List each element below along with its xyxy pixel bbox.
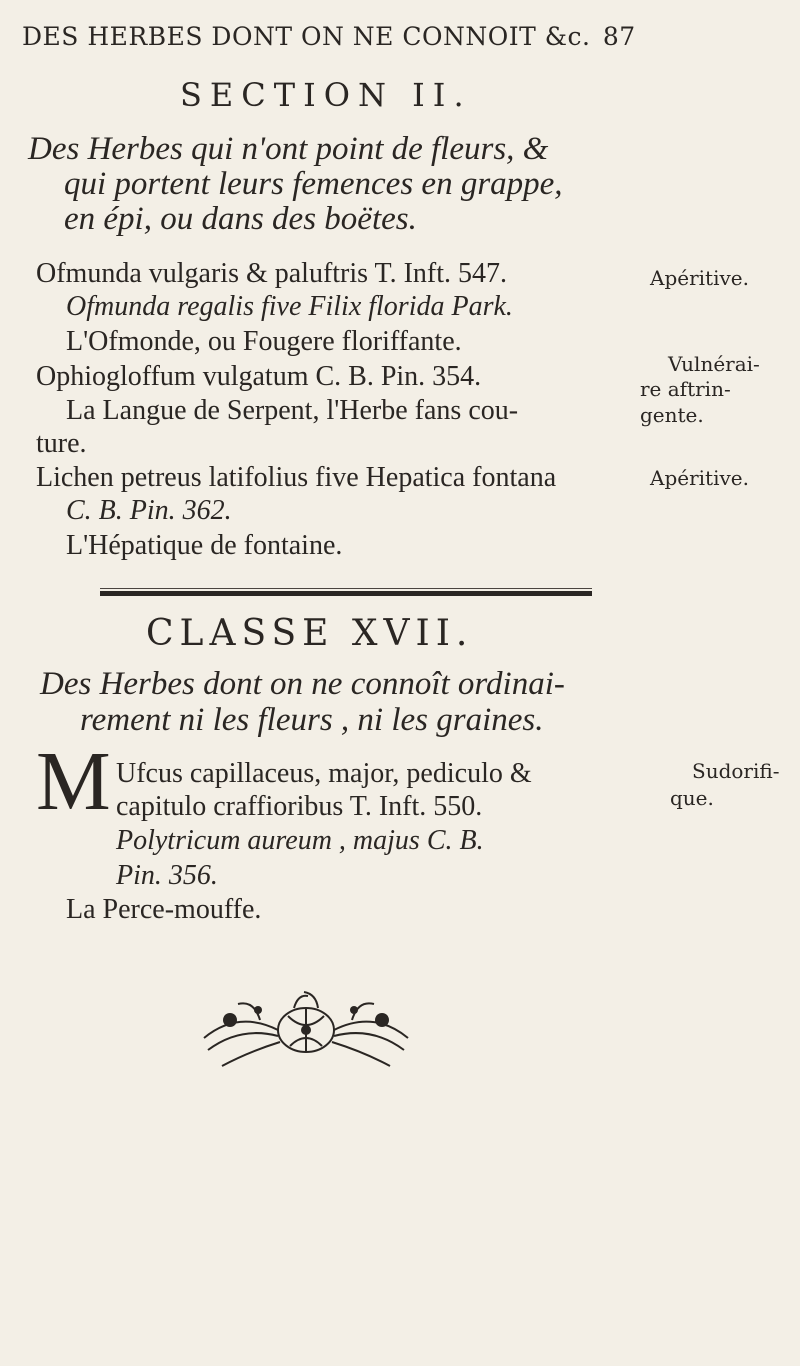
running-header <box>22 22 636 51</box>
section-title: SECTION II. <box>180 76 472 114</box>
entry-line: Ufcus capillaceus, major, pediculo & <box>116 758 532 789</box>
section-heading-line: en épi, ou dans des boëtes. <box>64 201 417 237</box>
entry-line: La Langue de Serpent, l'Herbe fans cou- <box>66 395 519 426</box>
section-heading-line: qui portent leurs femences en grappe, <box>64 166 563 202</box>
entry-line: Ofmunda regalis five Filix florida Park. <box>66 291 513 322</box>
entry-line: Lichen petreus latifolius five Hepatica fontana <box>36 462 557 493</box>
classe-heading-line: Des Herbes dont on ne connoît ordinai- <box>40 666 565 702</box>
margin-note: Sudorifi- <box>692 759 780 783</box>
page-number: 87 <box>602 22 636 51</box>
entry-line: capitulo craffioribus T. Inft. 550. <box>116 791 483 822</box>
classe-title: CLASSE XVII. <box>146 613 474 654</box>
section-heading-line: Des Herbes qui n'ont point de fleurs, & <box>28 131 549 167</box>
margin-note: Apéritive. <box>650 466 749 490</box>
entry-line: Polytricum aureum , majus C. B. <box>116 825 484 856</box>
margin-note: Vulnérai- <box>668 352 760 376</box>
entry-line: La Perce-mouffe. <box>66 894 262 925</box>
classe-heading-line: rement ni les fleurs , ni les graines. <box>80 702 544 738</box>
margin-note: re aftrin- <box>640 377 731 401</box>
floral-ornament-icon <box>198 990 414 1076</box>
drop-cap: M <box>36 735 111 828</box>
margin-note: gente. <box>640 403 704 427</box>
running-title: DES HERBES DONT ON NE CONNOIT &c. <box>22 22 591 51</box>
entry-line: C. B. Pin. 362. <box>66 495 232 526</box>
divider-rule <box>100 588 592 589</box>
entry-line: L'Ofmonde, ou Fougere floriffante. <box>66 326 462 357</box>
divider-rule <box>100 591 592 596</box>
entry-line: Pin. 356. <box>116 860 218 891</box>
entry-line: Ofmunda vulgaris & paluftris T. Inft. 547. <box>36 258 507 289</box>
margin-note: que. <box>670 786 714 810</box>
entry-line: ture. <box>36 428 87 459</box>
entry-line: L'Hépatique de fontaine. <box>66 530 343 561</box>
margin-note: Apéritive. <box>650 266 749 290</box>
entry-line: Ophiogloffum vulgatum C. B. Pin. 354. <box>36 361 482 392</box>
